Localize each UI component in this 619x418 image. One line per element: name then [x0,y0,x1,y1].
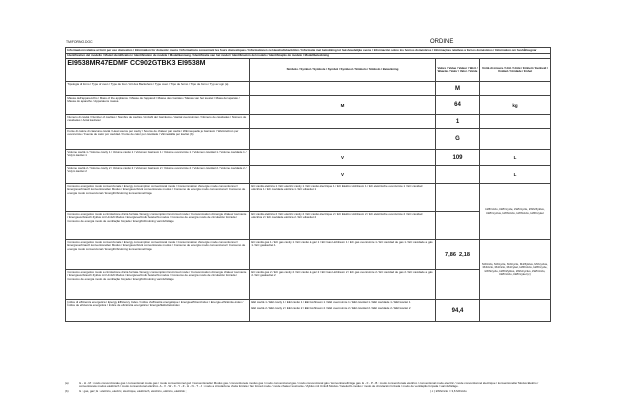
row-label: Volume cavità 1 / Volume cavity 1 / Volume cavité 1 / Volumen Garraum 1 / Volume ovenruimte 1 / Volumen cavidad 1 / Volume cavidade 1 / Volym kavitet 1 [66,150,250,166]
row-label: Fonte di calore di ciascuna cavità / Heat source per cavity / Source de chaleur par cavité / Wärmequelle je Garraum / Warmtebron per ovenruimte / Fuente de calor por cavidad / Fonte de calor por cavidade / Värmekälla per kavitet (b) [66,129,250,150]
row-unit [480,129,551,150]
energy-row [66,240,551,270]
row-unit [480,115,551,129]
eei-symbol-1: EEI cavità 1 / EEI cavity 1 / EEI cavité 1 / EEI Hohlraum 1 / EEI ovenruimte 1 / EEI cavidad 1 / EEI cavidade 1 / EEI kavitet 1 [251,299,411,304]
symbol-column-header: Simbolo / Symbol / Symbole / Symbol / Symbool / Símbolo / Símbolo / Beteckning [250,59,436,82]
row-label: Consumo energetico modo convenzionale / Energy consumption conventional mode / Consommation d'énergie mode conventionnel / Energieverbrauch konventionellen Modus / Energieverbruik conventionele modus / Consumo de energía modo convencional / Consumo de energia modo convencional / Energiförbrukning konventionell läge [66,240,250,270]
row-symbol [250,115,436,129]
row-label: Volume cavità 2 / Volume cavity 2 / Volume cavité 2 / Volumen Garraum 2 / Volume ovenruimte 2 / Volumen cavidad 2 / Volume cavidade 2 / Volym kavitet 2 [66,166,250,184]
row-symbol [250,300,436,322]
footnote-a-text: G - H - M : modo convenzionale gas / conventional mode gas / mode conventionnel gaz / konventioneller Modus gas / conventionele modus gas / modo convencional gas / modo convencional gás / konventionellt läge gas. E - F - P - B : modo convenzionale elettrico / conventional mode electric / mode conventionnel électrique / konventioneller Modus Elektro / conventionele modus elektrisch / modo convencional eléctrico. A - V - W - X - Y - Z - H - N - T - J : modo a circolazione d'aria forzata / fan forced mode / mode chaleur tournante / Zyklus mit Umluft Modus / hetelucht-modus / modo de circulación forzada / modo de ventilação forçada / varmluftsläge. [79,381,539,389]
row-symbol [250,82,436,96]
row-value: 109 [436,150,480,166]
table-row [66,166,551,184]
row-unit: MJ/ciclo, MJ/cycle, MJ/cycle, MJ/Zyklus, MJ/cyclus, MJ/ciclo, MJ/ciclo, MJ/cykel, kWh/ciclo, kWh/cycle, kWh/cycle, kWh/Zyklus, kWh/cyclus, kWh/ciclo, kWh/ciclo, kWh/cykel (c) [480,240,551,300]
footnote-b-text: G : gas, gaz; E : elettrico, electric, électrique, elektrisch, eléctrico, elétrico, elektrisk ; [79,388,187,393]
row-symbol: V [250,150,436,166]
product-info-sheet [65,47,551,322]
energy-value-2: 2,18 [459,251,470,258]
row-value [436,212,480,240]
footnotes [65,382,550,393]
row-label: Consumo energetico modo a circolazione d'aria forzata / Energy consumption fan-forced mode / Consommation d'énergie chaleur tournante / Energieverbrauch Zyklus mit Umluft Modus / Energieverbruik hetelucht-modus / Consumo de energía modo de circulación forzada / Consumo de energia modo de ventilação forçada / Energiförbrukning varmluftsläge [66,270,250,300]
row-unit [480,300,551,322]
row-value: G [436,129,480,150]
row-unit: kg [480,96,551,115]
footnote-a-tag: (a) [65,381,69,385]
row-label: Massa dell'apparecchio / Mass of the appliance / Masse de l'appareil / Masse des Gerätes / Massa van het toestel / Masa del aparato / Massa do aparelho / Apparatens massa [66,96,250,115]
energy-row [66,212,551,240]
table-row [66,96,551,115]
row-label: Tipologia di forno / Type of oven / Type de four / Art des Backofens / Type oven / Tipo de horno / Tipo de forno / Typ av ugn (a) [66,82,250,96]
row-symbol: V [250,166,436,184]
row-symbol: EC cavità elettrica 2 / EC electric cavity 2 / EC cavité électrique 2 / EC Elektro Hohlraum 2 / EC elektrische ovenruimte 2 / EC cavidad eléctrica 2 / EC cavidade elétrica 2 / EC elkavitet 2 [250,212,436,240]
footnote-b-tag: (b) [65,388,69,393]
row-symbol [250,129,436,150]
row-unit: kWh/ciclo, kWh/cycle, kWh/cycle, kWh/Zyklus, kWh/cyclus, kWh/ciclo, kWh/ciclo, kWh/cykel [480,184,551,240]
row-symbol: EC cavità elettrica 1 / EC electric cavity 1 / EC cavité électrique 1 / EC Elektro Hohlraum 1 / EC elektrische ovenruimte 1 / EC cavidad eléctrica 1 / EC cavidade elétrica 1 / EC elkavitet 1 [250,184,436,212]
footnote-c-text: ( c ) kWh/ciclo = 3,6 MJ/ciclo [430,388,467,393]
unit-column-header: Unità di misura / Unit / Unité / Einheit / Eenheid / Unidad / Unidade / Enhet [480,59,551,82]
row-value [436,240,480,270]
energy-value-1: 7,86 [445,251,456,258]
row-unit [480,82,551,96]
row-label: Numero di cavità / Number of cavities / Nombre de cavités / Anzahl der Garräume / Aantal ovenruimten / Número de cavidades / Número de cavidades / Antal kaviteter [66,115,250,129]
row-label: Consumo energetico modo a circolazione d'aria forzata / Energy consumption fan-forced mode / Consommation d'énergie chaleur tournante / Energieverbrauch Zyklus mit Umluft Modus / Energieverbruik hetelucht-modus / Consumo de energía modo de circulación forzada / Consumo de energia modo de ventilação forçada / Energiförbrukning varmluftsläge [66,212,250,240]
row-value [436,270,480,300]
row-label: Consumo energetico modo convenzionale / Energy consumption conventional mode / Consommation d'énergie mode conventionnel / Energieverbrauch konventionellen Modus / Energieverbruik conventionele modus / Consumo de energía modo convencional / Consumo de energia modo convencional / Energiförbrukning konventionell läge [66,184,250,212]
row-value: 94,4 [436,300,480,322]
row-value: 64 [436,96,480,115]
eei-symbol-2: EEI cavità 2 / EEI cavity 2 / EEI cavité 2 / EEI Hohlraum 2 / EEI ovenruimte 2 / EEI cavidad 2 / EEI cavidade 2 / EEI kavitet 2 [251,306,411,311]
model-list: EI9538MR47EDMF CC902GTBK3 EI9538M [66,59,250,82]
energy-row [66,184,551,212]
table-row [66,82,551,96]
order-label: ORDINE [430,39,454,45]
row-symbol: EC cavità gas 2 / EC gas cavity 2 / EC cavité à gaz 2 / EC Gas Hohlraum 2 / EC gas ovenruimte 2 / EC cavidad de gas 2 / EC cavidade a gás 2 / EC gaskavitet 2 [250,270,436,300]
value-column-header: Valore / Value / Valeur / Wert / Waarde / Valor / Valor / Värde [436,59,480,82]
row-unit: L [480,166,551,184]
row-value [436,166,480,184]
row-symbol: M [250,96,436,115]
file-label: TM/FORNO.DOC [66,40,93,44]
ident-label: Identificativo del modello / Model identification / Identification du modèle / Modellkennung / Identificatie van het model / Identificación del modelo / Identificação do modelo / Modellbeteckning [66,53,551,59]
row-value [436,184,480,212]
eei-row [66,300,551,322]
model-header-row [66,59,551,82]
table-row [66,150,551,166]
sheet-title: Informazioni relative ai forni per uso domestico / Information for domestic ovens / Informations concernant les fours domestiques / Informationen zu Haushaltsbacköfen / Informatie met betrekking tot huishoudelijke ovens / Información sobre los hornos domésticos / Informações relativas a fornos domésticos / Information om hushållsugnar [66,48,551,54]
row-symbol: EC cavità gas 1 / EC gas cavity 1 / EC cavité à gaz 1 / EC Gas Hohlraum 1 / EC gas ovenruimte 1 / EC cavidad de gas 1 / EC cavidade a gás 1 / EC gaskavitet 1 [250,240,436,270]
row-value: M [436,82,480,96]
table-row [66,129,551,150]
row-label: Indice di efficienza energetica / Energy Efficiency Index / Indice d'efficacité énergétique / Energieeffizienzindex / Energie-efficiëntie-index / Índice de eficiencia energética / Índice de eficiência energética / Energieffektivitetsindex [66,300,250,322]
table-row [66,115,551,129]
energy-row [66,270,551,300]
row-unit: L [480,150,551,166]
row-value: 1 [436,115,480,129]
